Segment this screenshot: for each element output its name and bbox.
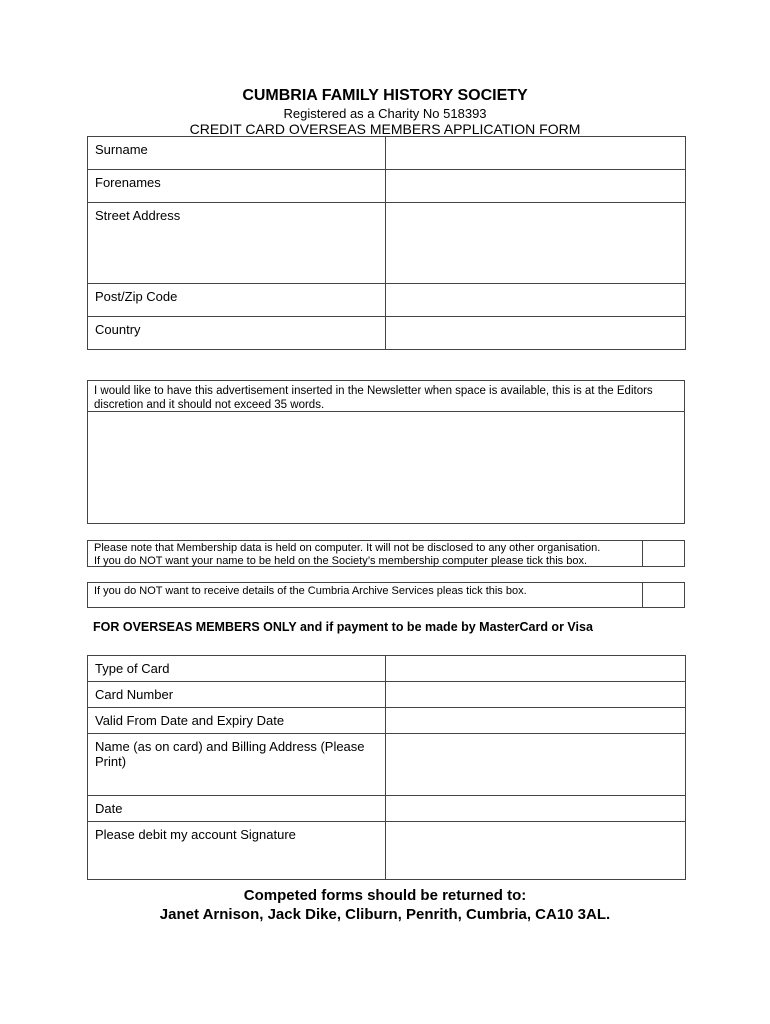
name-billing-label: Name (as on card) and Billing Address (Please Print) [88,734,386,796]
form-name: CREDIT CARD OVERSEAS MEMBERS APPLICATION FORM [189,121,581,137]
street-address-label: Street Address [88,203,386,284]
name-billing-field[interactable] [386,734,686,796]
return-instructions: Competed forms should be returned to: [243,887,527,904]
membership-data-notice-box [87,540,685,567]
postcode-field[interactable] [386,284,686,317]
surname-label: Surname [88,137,386,170]
form-title: CUMBRIA FAMILY HISTORY SOCIETY [242,87,528,104]
payment-details-table [87,655,686,880]
valid-expiry-field[interactable] [386,708,686,734]
archive-services-notice: If you do NOT want to receive details of the Cumbria Archive Services pleas tick this box. [94,585,527,597]
country-field[interactable] [386,317,686,350]
archive-services-tick-box[interactable] [642,583,684,607]
forenames-label: Forenames [88,170,386,203]
postcode-label: Post/Zip Code [88,284,386,317]
membership-data-notice [94,542,638,568]
membership-data-tick-box[interactable] [642,541,684,566]
membership-data-line2: If you do NOT want your name to be held on the Society’s membership computer please tick this box. [94,555,588,567]
street-address-field[interactable] [386,203,686,284]
archive-services-box [87,582,685,608]
card-type-field[interactable] [386,656,686,682]
personal-details-table [87,136,686,350]
signature-label: Please debit my account Signature [88,822,386,880]
card-number-field[interactable] [386,682,686,708]
advertisement-box [87,380,685,524]
forenames-field[interactable] [386,170,686,203]
surname-field[interactable] [386,137,686,170]
date-label: Date [88,796,386,822]
overseas-payment-heading: FOR OVERSEAS MEMBERS ONLY and if payment to be made by MasterCard or Visa [93,620,593,634]
charity-registration: Registered as a Charity No 518393 [283,106,487,121]
signature-field[interactable] [386,822,686,880]
card-type-label: Type of Card [88,656,386,682]
date-field[interactable] [386,796,686,822]
return-address: Janet Arnison, Jack Dike, Cliburn, Penrith, Cumbria, CA10 3AL. [159,906,611,923]
advertisement-instructions: I would like to have this advertisement inserted in the Newsletter when space is available, this is at the Editors discretion and it should not exceed 35 words. [94,385,653,411]
membership-data-line1: Please note that Membership data is held on computer. It will not be disclosed to any other organisation. [94,542,601,554]
country-label: Country [88,317,386,350]
advertisement-field[interactable] [88,412,684,523]
card-number-label: Card Number [88,682,386,708]
valid-expiry-label: Valid From Date and Expiry Date [88,708,386,734]
